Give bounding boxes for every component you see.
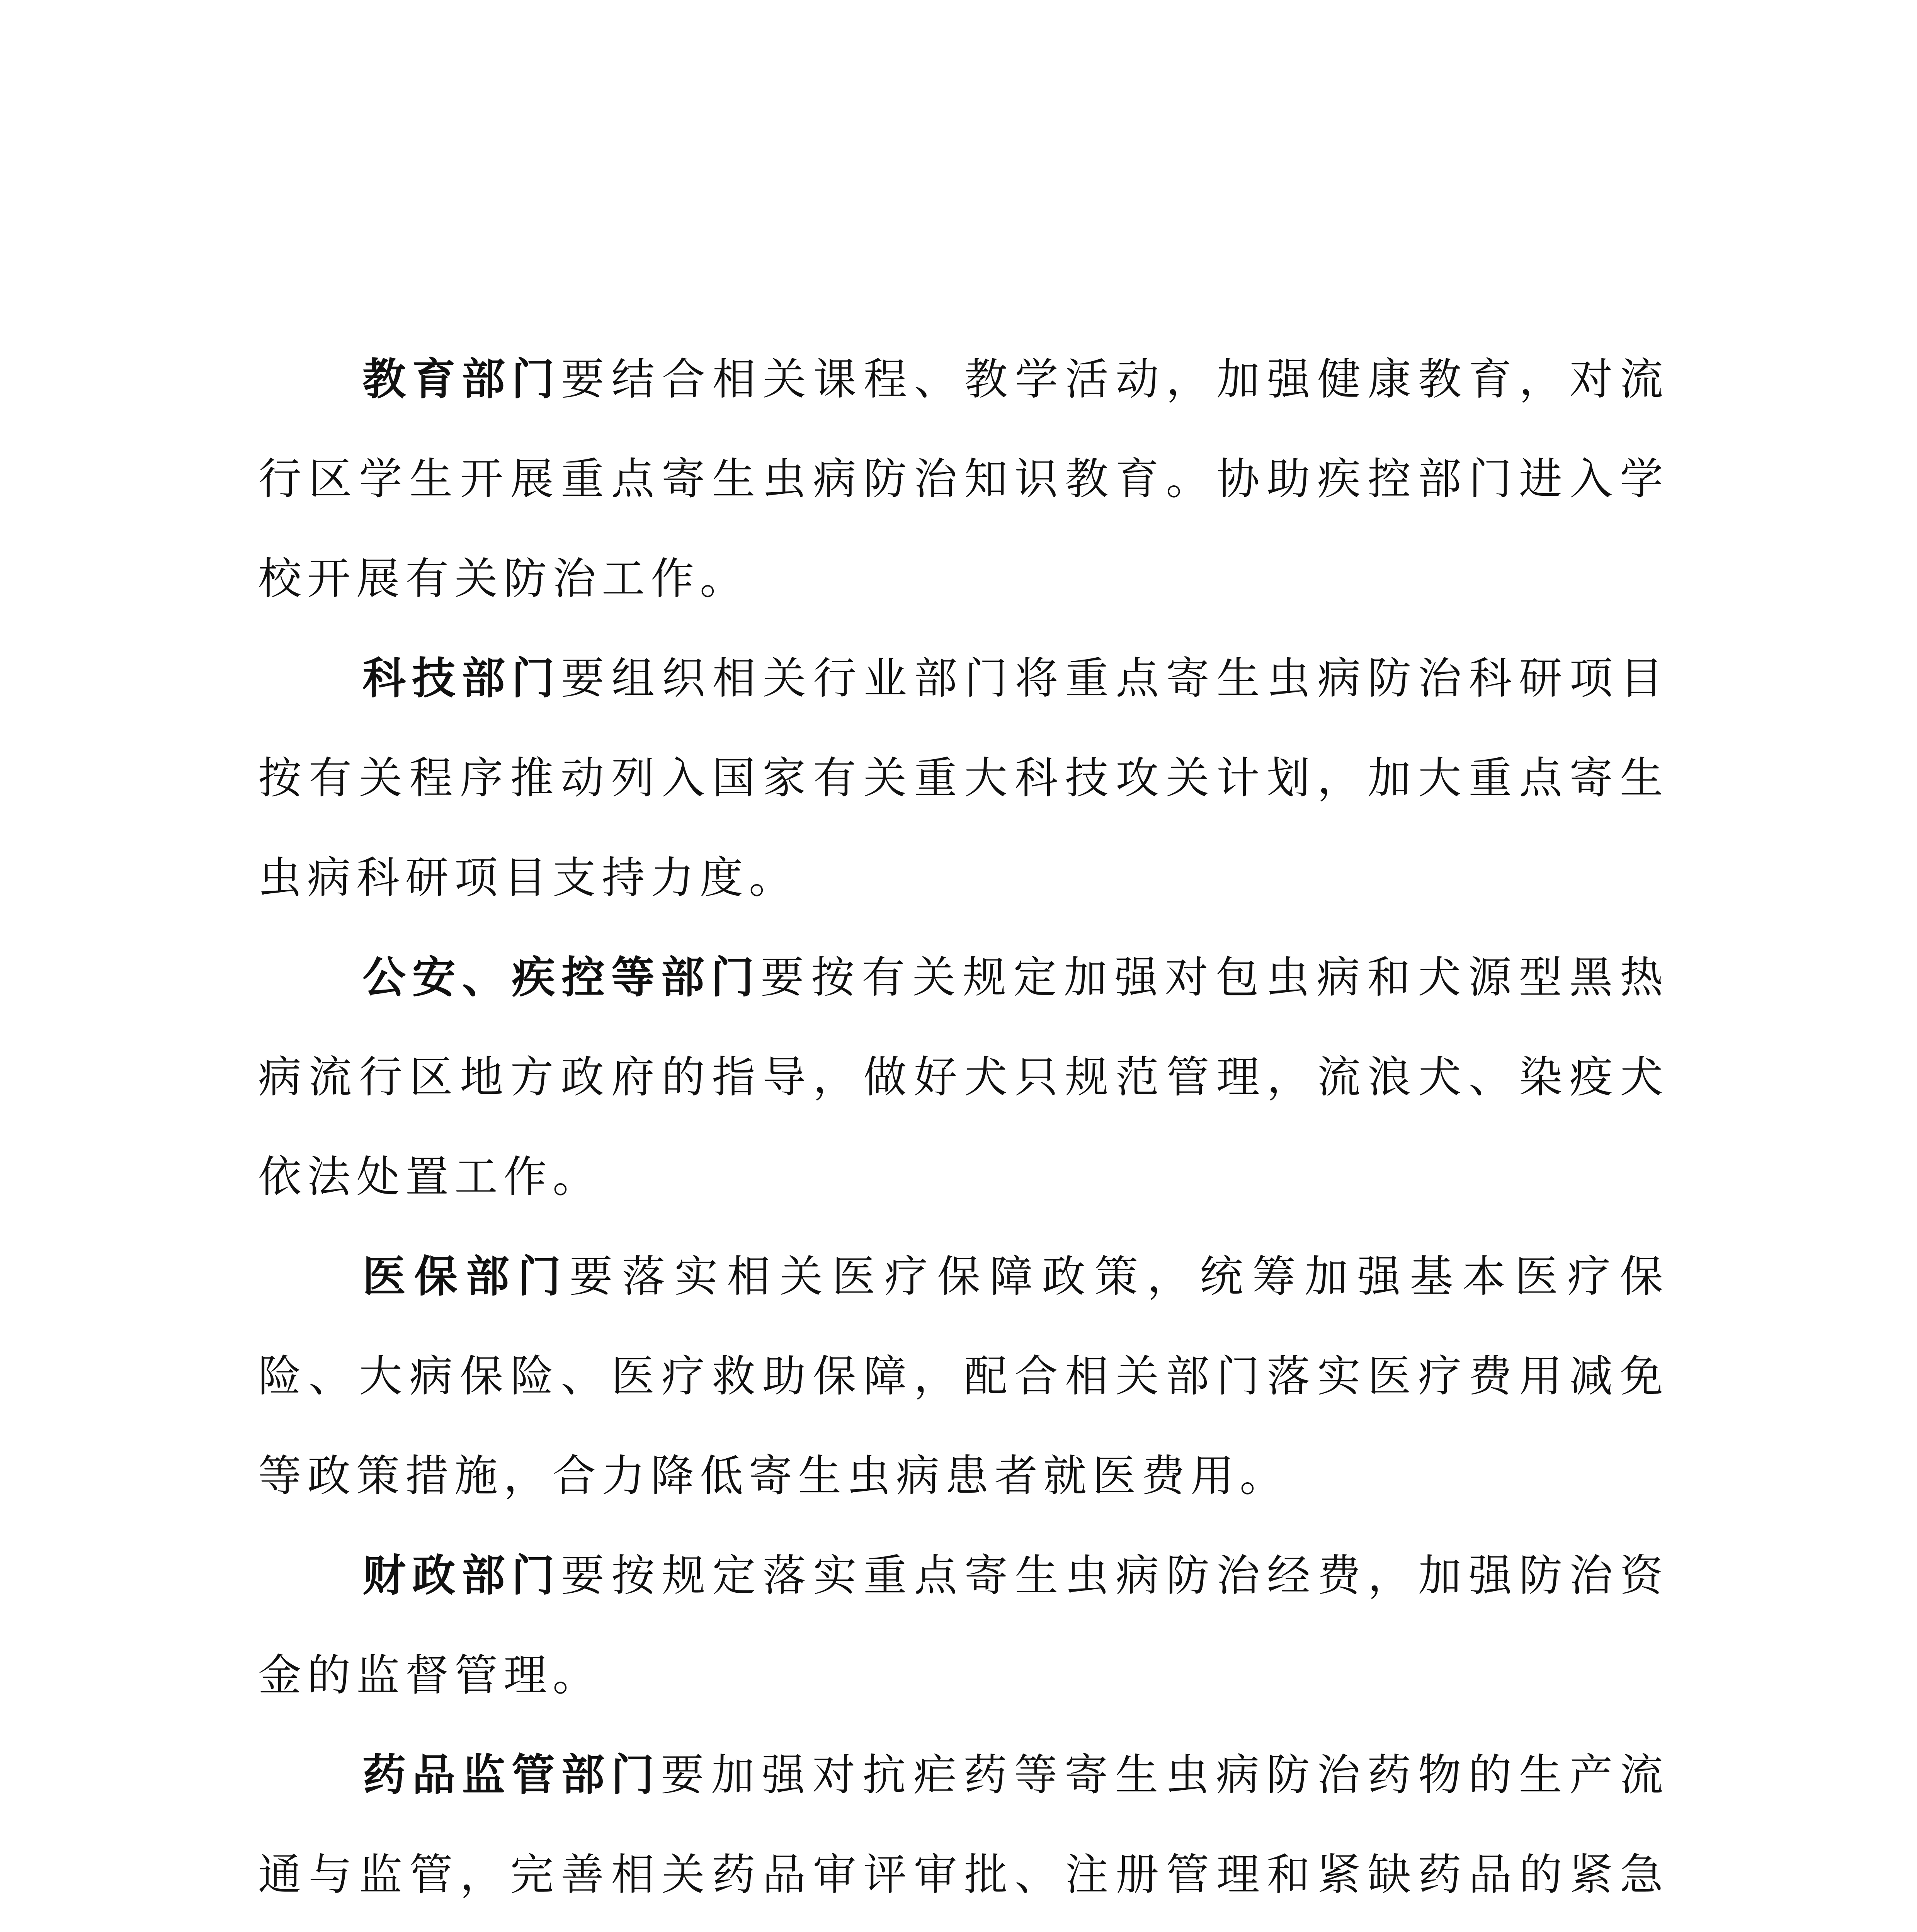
paragraph-text: 要结合相关课程、教学活动，加强健康教育，对流行区学生开展重点寄生虫病防治知识教育。协助疾控部门进入学校开展有关防治工作。 [258,354,1669,604]
department-heading: 教育部门 [362,354,561,405]
paragraph-finance [258,1526,1669,1725]
paragraph-public-security [258,928,1669,1227]
paragraph-text: 要加强对抗疟药等寄生虫病防治药物的生产流通与监管，完善相关药品审评审批、注册管理和紧缺药品的紧急 [258,1750,1669,1900]
department-heading: 药品监管部门 [362,1750,661,1800]
paragraph-education [258,330,1669,629]
paragraph-text: 要按规定落实重点寄生虫病防治经费，加强防治资金的监督管理。 [258,1551,1669,1701]
department-heading: 公安、疾控等部门 [362,952,761,1003]
department-heading: 医保部门 [362,1252,570,1302]
paragraph-text: 要落实相关医疗保障政策，统筹加强基本医疗保险、大病保险、医疗救助保障，配合相关部门落实医疗费用减免等政策措施，合力降低寄生虫病患者就医费用。 [258,1252,1669,1501]
department-heading: 财政部门 [362,1551,561,1601]
paragraph-medical-insurance [258,1227,1669,1526]
paragraph-text: 要按有关规定加强对包虫病和犬源型黑热病流行区地方政府的指导，做好犬只规范管理，流浪犬、染疫犬依法处置工作。 [258,952,1669,1202]
paragraph-drug-regulation [258,1725,1669,1932]
department-heading: 科技部门 [362,653,561,704]
paragraph-text: 要组织相关行业部门将重点寄生虫病防治科研项目按有关程序推动列入国家有关重大科技攻关计划，加大重点寄生虫病科研项目支持力度。 [258,653,1669,903]
paragraph-science-technology [258,629,1669,928]
document-body [258,330,1669,1932]
